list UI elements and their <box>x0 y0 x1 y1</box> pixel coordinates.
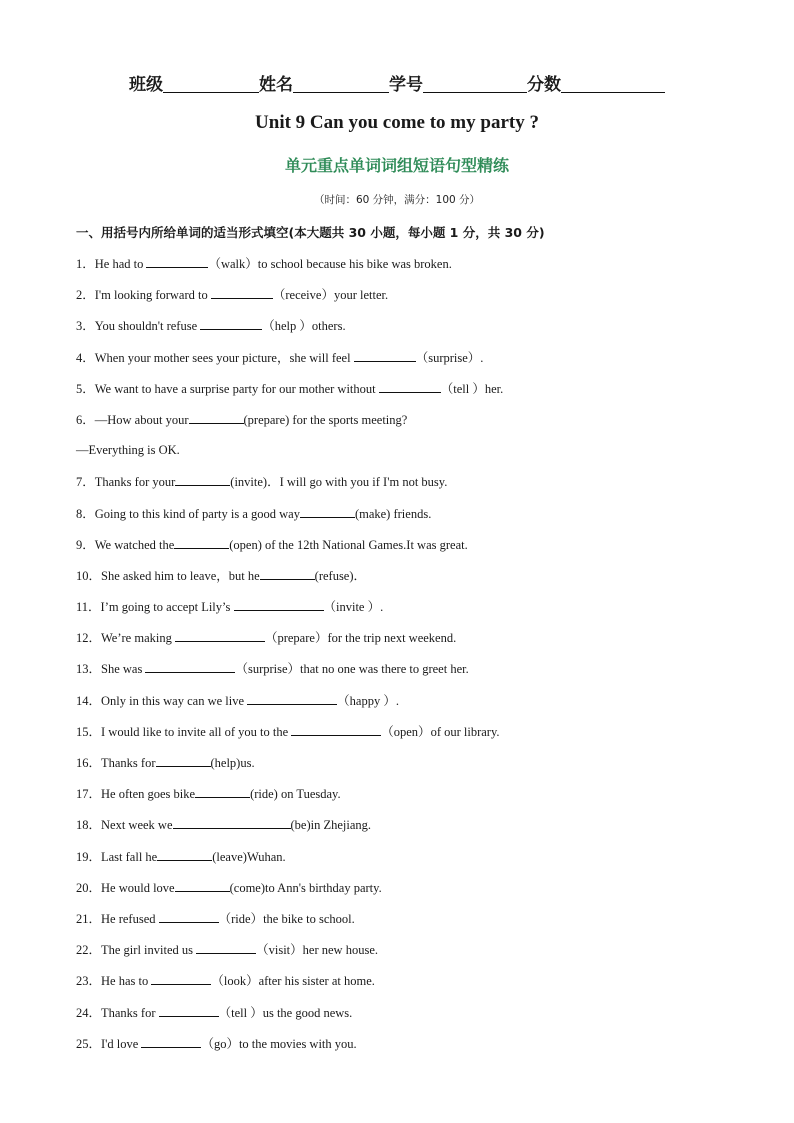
question-item <box>76 503 736 534</box>
answer-blank[interactable] <box>156 752 211 767</box>
answer-blank[interactable] <box>260 565 315 580</box>
question-text-after: others. <box>311 319 346 334</box>
question-text-after: us. <box>240 756 255 770</box>
answer-blank[interactable] <box>379 378 441 393</box>
question-text: 3．You shouldn't refuse <box>76 319 201 334</box>
answer-blank[interactable] <box>189 409 244 424</box>
answer-blank[interactable] <box>174 534 229 549</box>
question-item <box>76 690 736 721</box>
word-hint: (refuse)． <box>314 568 367 583</box>
question-text: 4．When your mother sees your picture，she will feel <box>76 350 354 365</box>
question-text: 20．He would love <box>76 880 175 895</box>
question-text-after: on Tuesday. <box>277 787 341 802</box>
word-hint: (leave) <box>212 849 247 864</box>
question-text: 24．Thanks for <box>76 1005 159 1020</box>
question-item <box>76 409 736 440</box>
answer-blank[interactable] <box>247 690 337 705</box>
question-item <box>76 814 736 845</box>
answer-blank[interactable] <box>157 846 212 861</box>
question-item <box>76 378 736 409</box>
question-item <box>76 627 736 658</box>
score-blank <box>561 74 665 93</box>
word-hint: (invite)． <box>230 475 280 490</box>
word-hint: （receive） <box>272 288 334 303</box>
word-hint: （happy ） <box>337 693 396 708</box>
word-hint: （tell ） <box>218 1005 263 1020</box>
number-label: 学号 <box>389 75 423 95</box>
word-hint: （help ） <box>262 319 312 334</box>
question-item <box>76 534 736 565</box>
class-label: 班级 <box>129 75 163 95</box>
section-heading: 一、用括号内所给单词的适当形式填空(本大题共 30 小题，每小题 1 分，共 30 分) <box>76 225 545 240</box>
answer-blank[interactable] <box>195 783 250 798</box>
question-item <box>76 284 736 315</box>
question-item <box>76 783 736 814</box>
question-text-after: that no one was there to greet her. <box>300 662 469 677</box>
question-text: 5．We want to have a surprise party for our mother without <box>76 381 379 396</box>
question-text: 6．—How about your <box>76 412 189 427</box>
question-item <box>76 1033 736 1064</box>
question-text: 8．Going to this kind of party is a good way <box>76 506 300 521</box>
question-text-after: of our library. <box>430 724 500 739</box>
answer-blank[interactable] <box>159 908 219 923</box>
question-text: 16．Thanks for <box>76 756 156 770</box>
word-hint: （go） <box>201 1036 239 1051</box>
question-text-after: I will go with you if I'm not busy. <box>279 475 448 490</box>
word-hint: （ride） <box>218 911 264 926</box>
answer-blank[interactable] <box>145 658 235 673</box>
answer-blank[interactable] <box>211 284 273 299</box>
question-item <box>76 253 736 284</box>
word-hint: (prepare) <box>243 412 290 427</box>
answer-blank[interactable] <box>200 315 262 330</box>
answer-blank[interactable] <box>234 596 324 611</box>
question-text: 22．The girl invited us <box>76 943 197 958</box>
student-info-header <box>0 70 794 95</box>
question-text-after: friends. <box>390 506 432 521</box>
question-text: 10．She asked him to leave，but he <box>76 568 260 583</box>
question-text-after: of the 12th National Games.It was great. <box>261 537 468 552</box>
answer-blank[interactable] <box>354 347 416 362</box>
question-text-after: . <box>395 693 399 708</box>
class-blank <box>163 74 259 93</box>
question-text: 12．We’re making <box>76 631 175 646</box>
question-text: 17．He often goes bike <box>76 787 196 802</box>
question-text: 14．Only in this way can we live <box>76 693 248 708</box>
question-item <box>76 347 736 378</box>
number-blank <box>423 74 527 93</box>
question-text: 21．He refused <box>76 911 159 926</box>
question-text-after: her new house. <box>302 943 378 958</box>
question-item <box>76 846 736 877</box>
question-text-after: for the sports meeting? <box>289 412 408 427</box>
question-text: —Everything is OK. <box>76 443 180 458</box>
question-text: 18．Next week we <box>76 818 173 833</box>
question-text: 7．Thanks for your <box>76 475 176 490</box>
question-text-after: to Ann's birthday party. <box>265 880 382 895</box>
answer-blank[interactable] <box>196 939 256 954</box>
name-label: 姓名 <box>259 75 293 95</box>
question-item <box>76 596 736 627</box>
question-item <box>76 471 736 502</box>
question-text: 25．I'd love <box>76 1036 142 1051</box>
answer-blank[interactable] <box>175 877 230 892</box>
question-list <box>76 253 736 1064</box>
question-item <box>76 752 736 783</box>
answer-blank[interactable] <box>173 814 291 829</box>
word-hint: （invite ） <box>323 600 381 615</box>
word-hint: (come) <box>229 880 266 895</box>
question-text: 11．I’m going to accept Lily’s <box>76 600 234 615</box>
question-item <box>76 565 736 596</box>
word-hint: （open） <box>381 724 431 739</box>
word-hint: (help) <box>210 756 241 770</box>
question-item <box>76 315 736 346</box>
answer-blank[interactable] <box>151 970 211 985</box>
answer-blank[interactable] <box>146 253 208 268</box>
question-text: 23．He has to <box>76 974 152 989</box>
page-subtitle: 单元重点单词词组短语句型精练 <box>284 156 509 175</box>
answer-blank[interactable] <box>300 503 355 518</box>
question-text-after: after his sister at home. <box>258 974 375 989</box>
question-item <box>76 970 736 1001</box>
answer-blank[interactable] <box>141 1033 201 1048</box>
question-text-after: your letter. <box>333 288 389 303</box>
word-hint: （look） <box>211 974 259 989</box>
question-text: 13．She was <box>76 662 146 677</box>
question-text: 1．He had to <box>76 257 147 271</box>
time-note: （时间：60 分钟，满分：100 分） <box>313 194 481 206</box>
question-item <box>76 908 736 939</box>
answer-blank[interactable] <box>291 721 381 736</box>
word-hint: (ride) <box>250 787 278 802</box>
question-text-after: the bike to school. <box>263 911 355 926</box>
answer-blank[interactable] <box>175 627 265 642</box>
word-hint: （prepare） <box>264 631 328 646</box>
question-item <box>76 939 736 970</box>
word-hint: (be) <box>290 818 311 833</box>
question-text-after: . <box>380 600 384 615</box>
question-text-after: . <box>480 350 484 365</box>
question-text-after: in Zhejiang. <box>310 818 372 833</box>
word-hint: （surprise） <box>235 662 301 677</box>
question-text: 15．I would like to invite all of you to the <box>76 724 292 739</box>
name-blank <box>293 74 389 93</box>
question-item <box>76 658 736 689</box>
word-hint: （visit） <box>256 943 303 958</box>
question-text-after: for the trip next weekend. <box>327 631 457 646</box>
answer-blank[interactable] <box>159 1002 219 1017</box>
question-item <box>76 721 736 752</box>
word-hint: （walk） <box>208 257 258 271</box>
question-text-after: us the good news. <box>262 1005 353 1020</box>
question-text: 2．I'm looking forward to <box>76 288 211 303</box>
question-text-after: to school because his bike was broken. <box>257 257 452 271</box>
word-hint: （tell ） <box>440 381 485 396</box>
question-text-after: her. <box>484 381 504 396</box>
question-item <box>76 1002 736 1033</box>
score-label: 分数 <box>527 75 561 95</box>
question-text-after: Wuhan. <box>246 849 286 864</box>
question-text-after: to the movies with you. <box>238 1036 357 1051</box>
question-text: 9．We watched the <box>76 537 175 552</box>
word-hint: （surprise） <box>415 350 481 365</box>
answer-blank[interactable] <box>175 471 230 486</box>
question-text: 19．Last fall he <box>76 849 158 864</box>
question-item <box>76 877 736 908</box>
word-hint: (make) <box>354 506 391 521</box>
question-item <box>76 440 736 471</box>
word-hint: (open) <box>229 537 262 552</box>
page-title: Unit 9 Can you come to my party ? <box>255 112 539 133</box>
